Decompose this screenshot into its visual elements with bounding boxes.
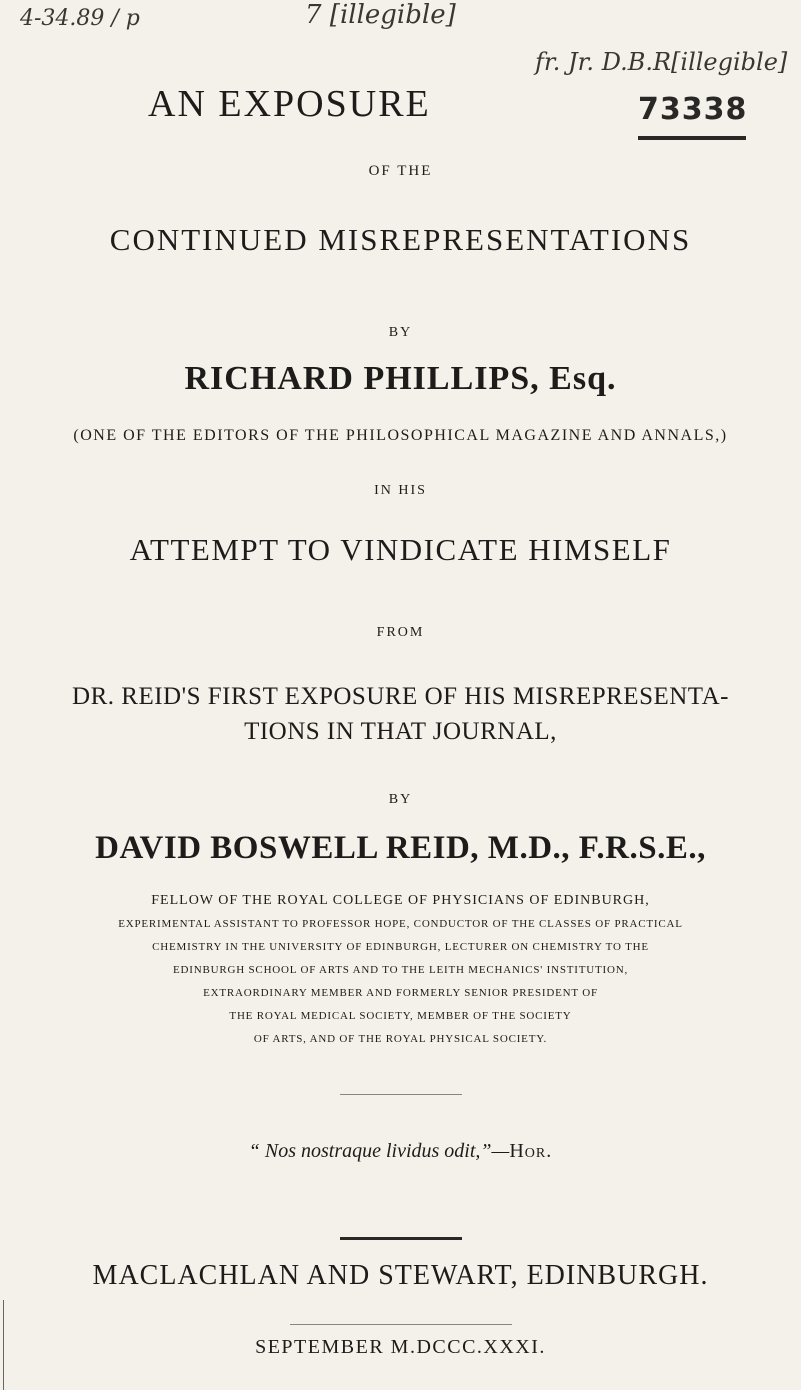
motto-text: “ Nos nostraque lividus odit,”— (248, 1140, 510, 1162)
credential-line-4: EDINBURGH SCHOOL OF ARTS AND TO THE LEITH MECHANICS' INSTITUTION, (172, 964, 629, 976)
author2-name: DAVID BOSWELL REID, M.D., F.R.S.E., (95, 830, 706, 866)
title-line-3: ATTEMPT TO VINDICATE HIMSELF (129, 532, 672, 567)
of-the: OF THE (368, 163, 433, 179)
stamp-number: 73338 (638, 92, 748, 127)
title-line-2: CONTINUED MISREPRESENTATIONS (109, 222, 692, 257)
credential-line-7: OF ARTS, AND OF THE ROYAL PHYSICAL SOCIETY. (253, 1033, 548, 1045)
author-name: RICHARD PHILLIPS, Esq. (184, 360, 617, 397)
binding-edge (3, 1300, 4, 1390)
title-line-4b: TIONS IN THAT JOURNAL, (244, 718, 557, 745)
author-role: (ONE OF THE EDITORS OF THE PHILOSOPHICAL MAGAZINE AND ANNALS,) (73, 427, 728, 444)
handwritten-note-top: 7 [illegible] (305, 0, 456, 30)
library-stamp (638, 92, 746, 140)
from-label: FROM (376, 625, 425, 640)
by-label-1: BY (388, 325, 413, 340)
credential-line-2: EXPERIMENTAL ASSISTANT TO PROFESSOR HOPE, CONDUCTOR OF THE CLASSES OF PRACTICAL (118, 918, 683, 930)
credential-line-6: THE ROYAL MEDICAL SOCIETY, MEMBER OF THE SOCIETY (229, 1010, 572, 1022)
handwritten-note-right: fr. Jr. D.B.R[illegible] (535, 48, 788, 76)
motto-source: Hor. (509, 1140, 553, 1162)
title-line-4a: DR. REID'S FIRST EXPOSURE OF HIS MISREPRESENTA- (72, 683, 729, 710)
publisher: MACLACHLAN AND STEWART, EDINBURGH. (92, 1260, 709, 1291)
publication-date: SEPTEMBER M.DCCC.XXXI. (255, 1336, 546, 1358)
in-his: IN HIS (374, 483, 427, 498)
credential-line-3: CHEMISTRY IN THE UNIVERSITY OF EDINBURGH, LECTURER ON CHEMISTRY TO THE (152, 941, 649, 953)
divider-rule-1 (340, 1094, 462, 1095)
credential-line-5: EXTRAORDINARY MEMBER AND FORMERLY SENIOR PRESIDENT OF (203, 987, 598, 999)
title-line-1: AN EXPOSURE (148, 83, 431, 125)
divider-rule-3 (290, 1324, 512, 1325)
handwritten-shelfmark: 4-34.89 / p (20, 6, 140, 31)
divider-rule-2 (340, 1237, 462, 1240)
by-label-2: BY (388, 792, 413, 807)
motto (0, 1140, 801, 1163)
credential-line-1: FELLOW OF THE ROYAL COLLEGE OF PHYSICIANS OF EDINBURGH, (151, 893, 650, 908)
